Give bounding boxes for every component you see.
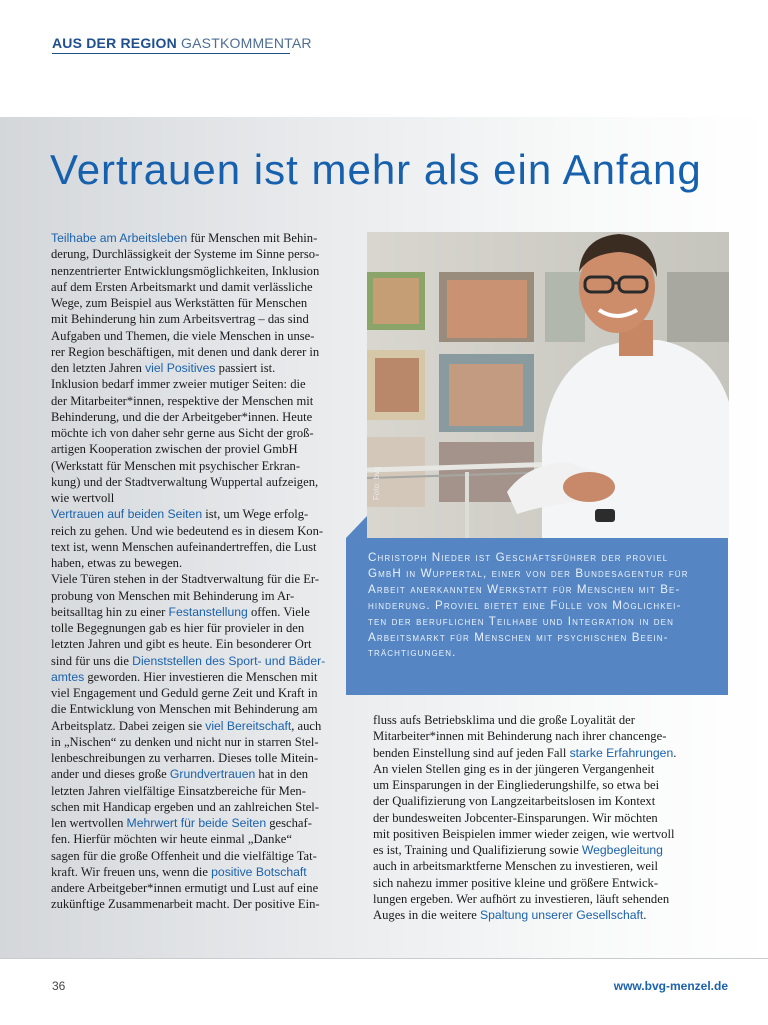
text-line (51, 458, 335, 474)
text-segment: ander und dieses große (51, 767, 170, 782)
text-line (51, 669, 335, 685)
text-line (51, 750, 335, 766)
text-line (51, 864, 335, 880)
text-segment: beitsalltag hin zu einer (51, 604, 169, 619)
text-segment: offen. Viele (247, 604, 310, 619)
text-segment: letzten Jahren vielfältige Einsatzbereiche für Men- (51, 783, 306, 798)
keyword-highlight: Grundvertrauen (169, 767, 256, 782)
subsection-label: GASTKOMMENTAR (181, 35, 312, 51)
text-line (51, 571, 335, 587)
text-segment: artigen Kooperation zwischen der proviel GmbH (51, 442, 298, 457)
footer-divider (0, 958, 768, 959)
text-line (51, 799, 335, 815)
keyword-highlight: Mehrwert für beide Seiten (126, 816, 267, 830)
portrait-photo-illustration (367, 232, 729, 538)
text-segment: für Menschen mit Behin- (187, 231, 318, 245)
caption-line: ten der beruflichen Teilhabe und Integration in den (368, 614, 674, 628)
caption-line: hinderung. Proviel bietet eine Fülle von Möglichkei- (368, 598, 682, 612)
keyword-highlight: Teilhabe am Arbeitsleben (51, 231, 188, 245)
text-line (51, 896, 335, 912)
text-segment: sich nahezu immer positive kleine und größere Entwick- (373, 875, 659, 890)
photo-caption (368, 550, 708, 661)
text-segment: An vielen Stellen ging es in der jüngeren Vergangenheit (373, 761, 655, 776)
text-segment: kraft. Wir freuen uns, wenn die (51, 864, 212, 879)
keyword-highlight: Spaltung unserer Gesellschaft (480, 908, 644, 922)
right-text-column (373, 712, 713, 923)
text-line (373, 777, 713, 793)
text-line (51, 539, 335, 555)
text-line (373, 826, 713, 842)
text-segment: der bundesweiten Jobcenter-Einsparungen. Wir möchten (373, 810, 658, 825)
text-line (373, 793, 713, 809)
text-segment: . (643, 908, 647, 922)
text-segment: geschaf- (266, 816, 312, 830)
text-line (51, 328, 335, 344)
text-segment: der Mitarbeiter*innen, respektive der Menschen mit (51, 393, 314, 408)
text-segment: mit positiven Beispielen immer wieder zeigen, wie wertvoll (373, 826, 675, 841)
text-segment: auch in arbeitsmarktferne Menschen zu investieren, weil (373, 859, 658, 874)
text-line (51, 279, 335, 295)
text-segment: tolle Begegnungen gab es hier für provieler in den (51, 621, 305, 635)
text-line (51, 393, 335, 409)
text-line (51, 506, 335, 522)
text-segment: sagen für die große Offenheit und die vielfältige Tat- (51, 848, 317, 863)
text-line (51, 783, 335, 799)
text-segment: um Einsparungen in der Eingliederungshilfe, so etwa bei (373, 778, 660, 792)
text-segment: der Qualifizierung von Langzeitarbeitslosen im Kontext (373, 794, 656, 809)
text-line (51, 523, 335, 539)
text-segment: geworden. Hier investieren die Menschen mit (84, 669, 318, 684)
text-segment: Wege, zum Beispiel aus Werkstätten für Menschen (51, 296, 308, 310)
text-line (51, 441, 335, 457)
text-segment: kung) und der Stadtverwaltung Wuppertal aufzeigen, (51, 474, 319, 489)
text-segment: letzten Jahren und gibt es heute. Ein besonderer Ort (51, 637, 312, 652)
keyword-highlight: Dienststellen des Sport- und Bäder- (132, 653, 326, 668)
text-line (51, 588, 335, 604)
text-segment: andere Arbeitgeber*innen ermutigt und Lust auf eine (51, 881, 319, 895)
text-segment: , auch (291, 718, 322, 733)
text-segment: sind für uns die (51, 653, 133, 668)
caption-line: Arbeit anerkannten Werkstatt für Menschen mit Be- (368, 582, 681, 596)
text-line (51, 620, 335, 636)
website-link[interactable]: www.bvg-menzel.de (613, 979, 728, 993)
text-line (373, 728, 713, 744)
text-line (373, 761, 713, 777)
text-line (51, 344, 335, 360)
text-segment: Inklusion bedarf immer zweier mutiger Seiten: die (51, 377, 306, 392)
text-line (51, 246, 335, 262)
section-label: AUS DER REGION (52, 35, 177, 51)
text-segment: derung, Durchlässigkeit der Systeme im Sinne perso- (51, 247, 320, 262)
text-line (51, 409, 335, 425)
text-segment: (Werkstatt für Menschen mit psychischer Erkran- (51, 458, 301, 473)
text-segment: hat in den (255, 767, 309, 782)
text-segment: text ist, wenn Menschen aufeinandertreffen, die Lust (51, 539, 317, 554)
text-segment: auf dem Ersten Arbeitsmarkt und damit verlässliche (51, 279, 313, 294)
text-segment: Auges in die weitere (373, 908, 481, 922)
text-segment: wie wertvoll (51, 491, 115, 505)
text-line (51, 555, 335, 571)
page-number: 36 (52, 979, 66, 993)
text-segment: benden Einstellung sind auf jeden Fall (373, 745, 570, 760)
text-segment: haben, etwas zu bewegen. (51, 556, 183, 570)
text-line (51, 230, 335, 246)
kicker-underline (52, 53, 290, 54)
photo-caption-box (346, 538, 728, 695)
text-line (51, 425, 335, 441)
text-segment: die Entwicklung von Menschen mit Behinderung am (51, 702, 318, 717)
text-segment: reich zu gehen. Und wie bedeutend es in diesem Kon- (51, 523, 324, 538)
caption-line: Arbeitsmarkt für Menschen mit psychischen Beein- (368, 630, 669, 644)
text-line (51, 263, 335, 279)
keyword-highlight: starke Erfahrungen (569, 745, 674, 760)
text-segment: ist, um Wege erfolg- (202, 507, 309, 522)
text-line (51, 604, 335, 620)
text-line (51, 311, 335, 327)
text-line (373, 891, 713, 907)
keyword-highlight: Vertrauen auf beiden Seiten (51, 507, 203, 522)
caption-line: Christoph Nieder ist Geschäftsführer der proviel (368, 551, 669, 564)
keyword-highlight: Wegbegleitung (581, 843, 663, 857)
text-line (373, 842, 713, 858)
text-segment: probung von Menschen mit Behinderung im Ar- (51, 588, 295, 603)
text-line (51, 815, 335, 831)
keyword-highlight: viel Bereitschaft (205, 718, 292, 733)
left-text-column (51, 230, 335, 913)
text-segment: lungen ergeben. Wer aufhört zu investieren, läuft sehenden (373, 891, 670, 906)
text-segment: lenbeschreibungen zu verharren. Dieses tolle Mitein- (51, 751, 319, 765)
text-segment: zukünftige Zusammenarbeit macht. Der positive Ein- (51, 897, 320, 912)
text-line (373, 810, 713, 826)
text-line (51, 490, 335, 506)
text-segment: schen mit Handicap ergeben und an zahlreichen Stel- (51, 799, 319, 814)
caption-corner-fold (346, 516, 367, 538)
text-segment: den letzten Jahren (51, 361, 146, 375)
text-line (373, 712, 713, 728)
keyword-highlight: amtes (51, 669, 85, 684)
portrait-photo (367, 232, 729, 538)
text-segment: rer Region beschäftigen, mit denen und dank derer in (51, 344, 320, 359)
text-segment: passiert ist. (215, 361, 276, 375)
text-segment: fen. Hierfür möchten wir heute einmal „Danke“ (51, 832, 292, 847)
keyword-highlight: viel Positives (145, 361, 216, 375)
keyword-highlight: positive Botschaft (211, 864, 307, 879)
text-line (51, 766, 335, 782)
text-segment: Behinderung, und die der Arbeitgeber*innen. Heute (51, 409, 313, 424)
text-segment: Viele Türen stehen in der Stadtverwaltung für die Er- (51, 572, 320, 587)
section-kicker (52, 35, 312, 51)
text-segment: es ist, Training und Qualifizierung sowie (373, 843, 582, 857)
text-segment: viel Engagement und Geduld gerne Zeit und Kraft in (51, 686, 318, 700)
keyword-highlight: Festanstellung (168, 604, 248, 619)
text-line (51, 295, 335, 311)
text-line (51, 701, 335, 717)
photo-credit: Foto: bvg (372, 466, 381, 500)
text-segment: Arbeitsplatz. Dabei zeigen sie (51, 718, 206, 733)
text-segment: nenzentrierter Entwicklungsmöglichkeiten, Inklusion (51, 263, 320, 278)
text-line (51, 636, 335, 652)
text-line (51, 848, 335, 864)
text-line (51, 831, 335, 847)
text-segment: möchte ich von daher sehr gerne aus Sicht der groß- (51, 426, 314, 440)
text-line (51, 734, 335, 750)
article-title: Vertrauen ist mehr als ein Anfang (50, 146, 702, 193)
text-segment: in „Nischen“ zu denken und nicht nur in starren Stel- (51, 734, 319, 749)
text-line (51, 376, 335, 392)
text-segment: mit Behinderung hin zum Arbeitsvertrag – das sind (51, 312, 309, 327)
text-line (373, 875, 713, 891)
text-segment: . (673, 745, 677, 760)
text-line (373, 907, 713, 923)
text-line (51, 880, 335, 896)
text-segment: Aufgaben und Themen, die viele Menschen in unse- (51, 328, 315, 343)
text-line (51, 474, 335, 490)
text-segment: len wertvollen (51, 816, 127, 830)
text-segment: Mitarbeiter*innen mit Behinderung nach ihrer chancenge- (373, 729, 667, 744)
text-line (51, 718, 335, 734)
text-line (373, 858, 713, 874)
text-line (51, 360, 335, 376)
text-line (373, 745, 713, 761)
caption-line: trächtigungen. (368, 646, 457, 660)
caption-line: GmbH in Wuppertal, einer von der Bundesagentur für (368, 566, 689, 580)
text-segment: fluss aufs Betriebsklima und die große Loyalität der (373, 713, 635, 727)
text-line (51, 685, 335, 701)
text-line (51, 653, 335, 669)
